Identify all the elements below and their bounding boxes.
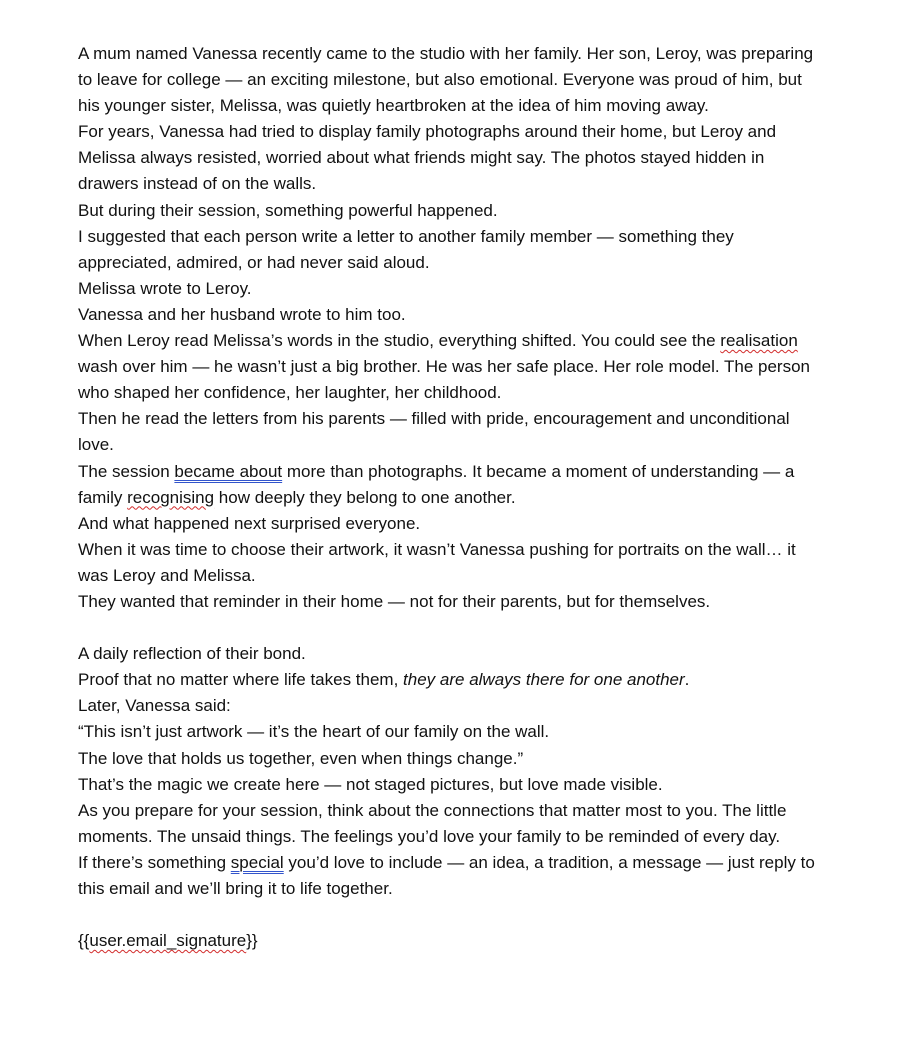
paragraph: That’s the magic we create here — not staged pictures, but love made visible. [78,774,663,794]
text-run: When Leroy read Melissa’s words in the studio, everything shifted. You could see the [78,331,721,351]
text-run: }} [246,931,258,951]
spelling-flag[interactable]: realisation [720,331,798,351]
paragraph: A daily reflection of their bond. [78,644,306,664]
grammar-flag[interactable]: became about [174,461,283,481]
text-run: you’d love to include — an idea, a tradition, a message — just reply to this email and we’ll bring it to life together. [78,852,815,898]
paragraph: Later, Vanessa said: [78,696,231,716]
document-body[interactable] [78,41,818,954]
text-run: . [684,670,690,690]
text-run: more than photographs. It became a moment of understanding — a family [78,461,795,507]
paragraph: But during their session, something powerful happened. [78,200,498,220]
text-run: If there’s something [78,852,231,872]
paragraph [78,667,818,693]
text-run: {{ [78,931,90,951]
text-run: wash over him — he wasn’t just a big brother. He was her safe place. Her role model. The person who shaped her confidence, her laughter, her childhood. [78,357,810,403]
signature-placeholder [78,928,818,954]
empty-paragraph [78,902,818,928]
paragraph [78,850,818,902]
spelling-flag[interactable]: user.email_signature [89,931,247,951]
paragraph: And what happened next surprised everyone. [78,513,421,533]
paragraph: When it was time to choose their artwork, it wasn’t Vanessa pushing for portraits on the wall… it was Leroy and Melissa. [78,539,796,585]
paragraph: A mum named Vanessa recently came to the studio with her family. Her son, Leroy, was preparing to leave for college — an exciting milestone, but also emotional. Everyone was proud of him, but his younger sister, Melissa, was quietly heartbroken at the idea of him moving away. [78,44,814,116]
empty-paragraph [78,615,818,641]
paragraph: The love that holds us together, even when things change.” [78,748,524,768]
paragraph: “This isn’t just artwork — it’s the heart of our family on the wall. [78,722,550,742]
paragraph: As you prepare for your session, think about the connections that matter most to you. The little moments. The unsaid things. The feelings you’d love your family to be reminded of every day. [78,800,787,846]
paragraph [78,328,818,406]
paragraph [78,459,818,511]
grammar-flag[interactable]: special [230,852,284,872]
paragraph: For years, Vanessa had tried to display family photographs around their home, but Leroy and Melissa always resisted, worried about what friends might say. The photos stayed hidden in drawers instead of on the walls. [78,122,777,194]
text-run: how deeply they belong to one another. [214,487,516,507]
paragraph: Melissa wrote to Leroy. [78,278,252,298]
text-run: The session [78,461,175,481]
text-run: Proof that no matter where life takes them, [78,670,404,690]
paragraph: Vanessa and her husband wrote to him too. [78,304,406,324]
paragraph: I suggested that each person write a letter to another family member — something they appreciated, admired, or had never said aloud. [78,226,734,272]
paragraph: Then he read the letters from his parents — filled with pride, encouragement and unconditional love. [78,409,790,455]
paragraph: They wanted that reminder in their home — not for their parents, but for themselves. [78,591,711,611]
spelling-flag[interactable]: recognising [127,487,215,507]
italic-text-run: they are always there for one another [403,670,685,690]
